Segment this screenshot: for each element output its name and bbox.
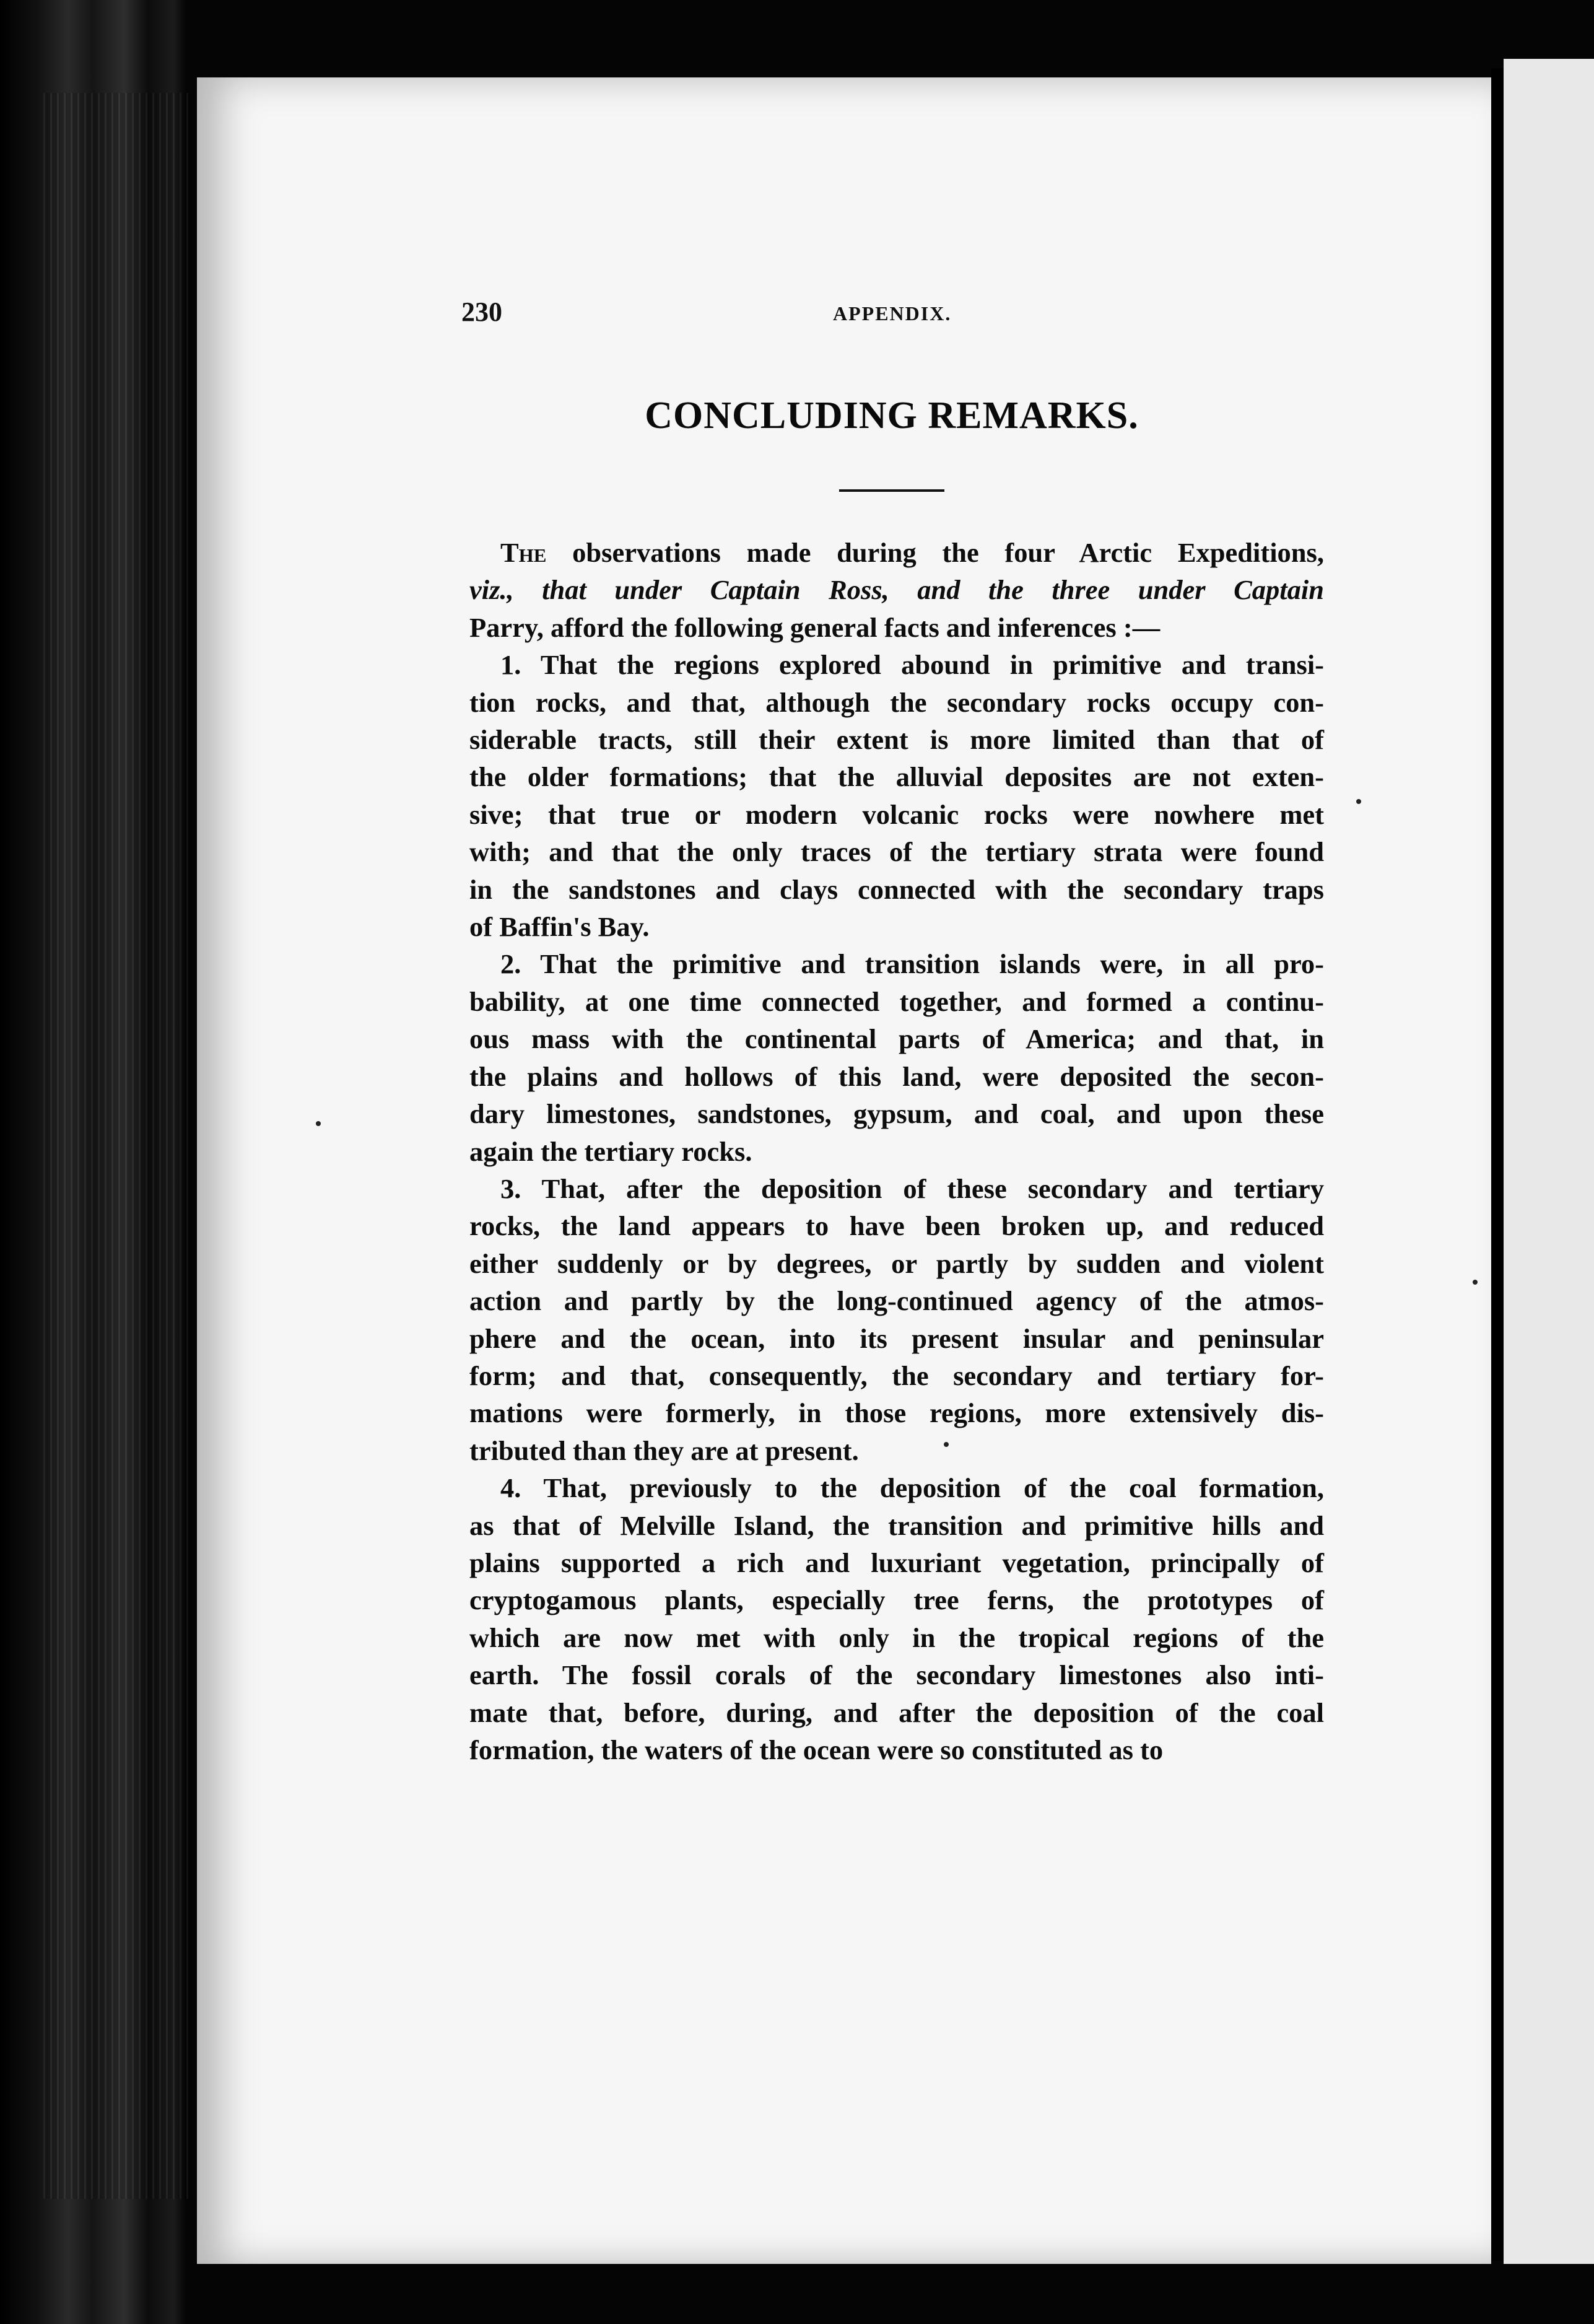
section-title: CONCLUDING REMARKS. <box>645 395 1139 437</box>
text-line: rocks, the land appears to have been broken up, and reduced <box>469 1210 1324 1242</box>
text-line: with; and that the only traces of the tertiary strata were found <box>469 836 1324 868</box>
text-line: 4. That, previously to the deposition of the coal formation, <box>500 1472 1324 1504</box>
text-line: tributed than they are at present. <box>469 1435 859 1466</box>
text-line: of Baffin's Bay. <box>469 911 650 943</box>
text-line: 3. That, after the deposition of these secondary and tertiary <box>500 1173 1324 1204</box>
title-rule <box>839 489 944 492</box>
text-line: action and partly by the long-continued agency of the atmos- <box>469 1285 1324 1317</box>
text-line: which are now met with only in the tropical regions of the <box>469 1622 1324 1653</box>
text-line: dary limestones, sandstones, gypsum, and coal, and upon these <box>469 1098 1324 1130</box>
running-head: APPENDIX. <box>833 302 952 325</box>
text-line: mate that, before, during, and after the deposition of the coal <box>469 1697 1324 1728</box>
text-line: bability, at one time connected together, and formed a continu- <box>469 985 1324 1017</box>
text-line: as that of Melville Island, the transition and primitive hills and <box>469 1509 1324 1541</box>
speck <box>944 1442 949 1447</box>
adjacent-page-edge <box>1504 59 1594 2264</box>
text-line: The observations made during the four Arctic Expeditions, <box>500 537 1324 568</box>
text-line: mations were formerly, in those regions, more extensively dis- <box>469 1397 1324 1429</box>
intro-paragraph <box>469 534 1324 646</box>
paragraph-2 <box>469 945 1324 1169</box>
text-line: sive; that true or modern volcanic rocks were nowhere met <box>469 798 1324 830</box>
paragraph-4 <box>469 1469 1324 1768</box>
text-line: viz., that under Captain Ross, and the three under Captain <box>469 574 1324 606</box>
paragraph-3 <box>469 1170 1324 1469</box>
text-line: formation, the waters of the ocean were so constituted as to <box>469 1734 1164 1765</box>
spine-texture <box>43 93 192 2199</box>
page-header <box>461 296 1322 339</box>
text-line: either suddenly or by degrees, or partly by sudden and violent <box>469 1247 1324 1279</box>
text-line: 1. That the regions explored abound in primitive and transi- <box>500 649 1324 681</box>
text-line: 2. That the primitive and transition islands were, in all pro- <box>500 948 1324 980</box>
text-line: siderable tracts, still their extent is more limited than that of <box>469 724 1324 756</box>
page-gutter <box>1491 68 1504 2261</box>
paragraph-1 <box>469 646 1324 945</box>
speck <box>1473 1280 1478 1285</box>
text-line: the plains and hollows of this land, were deposited the secon- <box>469 1060 1324 1092</box>
text-line: ous mass with the continental parts of America; and that, in <box>469 1023 1324 1055</box>
text-line: phere and the ocean, into its present insular and peninsular <box>469 1322 1324 1354</box>
text-line: the older formations; that the alluvial deposites are not exten- <box>469 761 1324 793</box>
text-line: cryptogamous plants, especially tree ferns, the prototypes of <box>469 1584 1324 1616</box>
text-line: again the tertiary rocks. <box>469 1135 752 1167</box>
page-number: 230 <box>461 297 502 327</box>
text-line: Parry, afford the following general facts and inferences :— <box>469 611 1161 643</box>
text-line: form; and that, consequently, the secondary and tertiary for- <box>469 1360 1324 1391</box>
speck <box>1356 799 1361 804</box>
speck <box>316 1121 321 1126</box>
text-line: plains supported a rich and luxuriant vegetation, principally of <box>469 1547 1324 1578</box>
book-spine-edge <box>0 0 186 2324</box>
lead-word: The <box>500 537 547 568</box>
text-line: tion rocks, and that, although the secondary rocks occupy con- <box>469 686 1324 718</box>
text-line: earth. The fossil corals of the secondary limestones also inti- <box>469 1659 1324 1691</box>
body-text <box>469 534 1324 1768</box>
text-line: in the sandstones and clays connected with the secondary traps <box>469 873 1324 905</box>
